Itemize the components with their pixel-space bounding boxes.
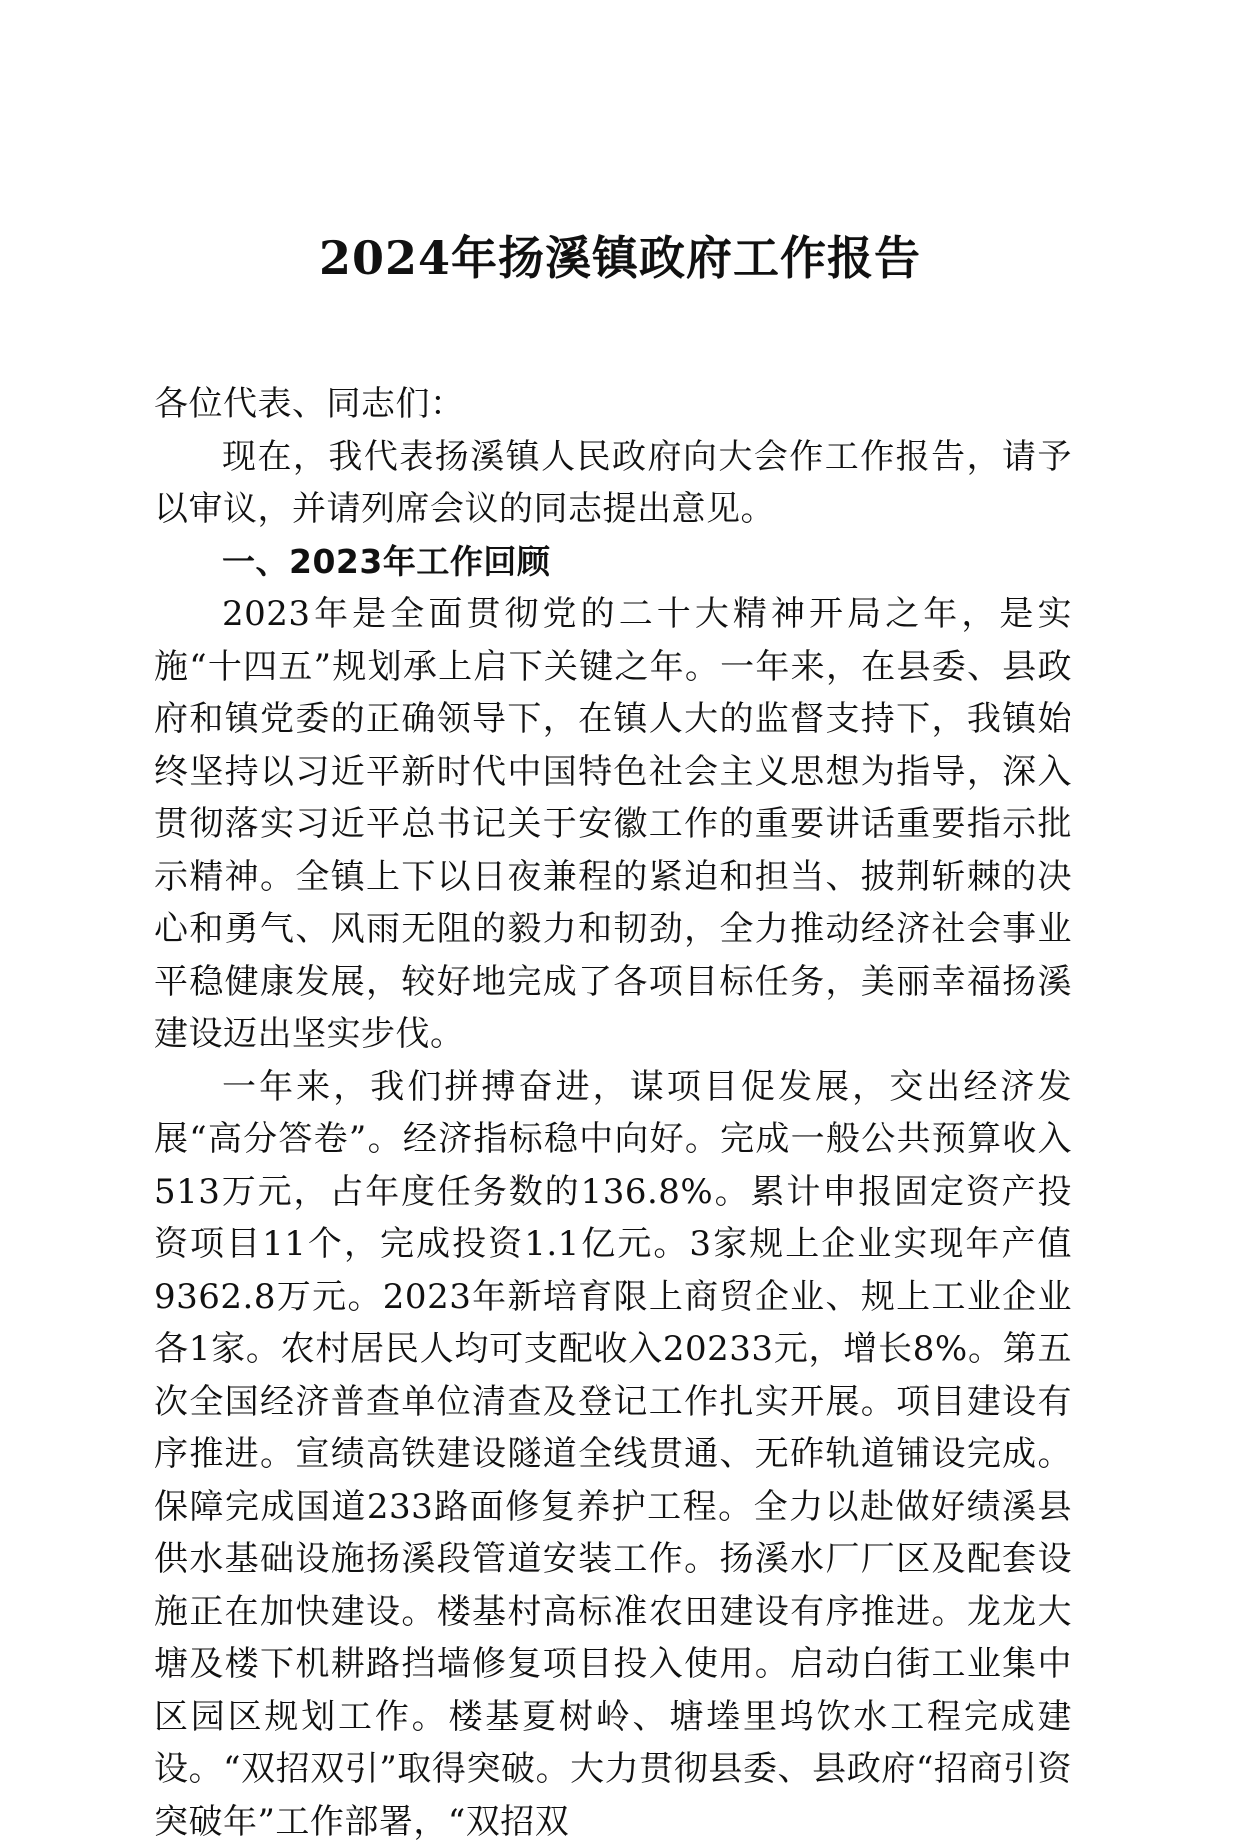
section-heading: 一、2023年工作回顾 xyxy=(154,536,1072,589)
review-paragraph-1: 2023年是全面贯彻党的二十大精神开局之年，是实施“十四五”规划承上启下关键之年。一年来，在县委、县政府和镇党委的正确领导下，在镇人大的监督支持下，我镇始终坚持以习近平新时代中国特色社会主义思想为指导，深入贯彻落实习近平总书记关于安徽工作的重要讲话重要指示批示精神。全镇上下以日夜兼程的紧迫和担当、披荆斩棘的决心和勇气、风雨无阻的毅力和韧劲，全力推动经济社会事业平稳健康发展，较好地完成了各项目标任务，美丽幸福扬溪建设迈出坚实步伐。 xyxy=(154,588,1072,1061)
opening-paragraph: 现在，我代表扬溪镇人民政府向大会作工作报告，请予以审议，并请列席会议的同志提出意见。 xyxy=(154,431,1072,536)
document-title: 2024年扬溪镇政府工作报告 xyxy=(0,226,1240,290)
document-body xyxy=(154,378,1072,1848)
salutation: 各位代表、同志们： xyxy=(154,378,1072,431)
review-paragraph-2: 一年来，我们拼搏奋进，谋项目促发展，交出经济发展“高分答卷”。经济指标稳中向好。完成一般公共预算收入513万元，占年度任务数的136.8%。累计申报固定资产投资项目11个，完成投资1.1亿元。3家规上企业实现年产值9362.8万元。2023年新培育限上商贸企业、规上工业企业各1家。农村居民人均可支配收入20233元，增长8%。第五次全国经济普查单位清查及登记工作扎实开展。项目建设有序推进。宣绩高铁建设隧道全线贯通、无砟轨道铺设完成。保障完成国道233路面修复养护工程。全力以赴做好绩溪县供水基础设施扬溪段管道安装工作。扬溪水厂厂区及配套设施正在加快建设。楼基村高标准农田建设有序推进。龙龙大塘及楼下机耕路挡墙修复项目投入使用。启动白街工业集中区园区规划工作。楼基夏树岭、塘堘里坞饮水工程完成建设。“双招双引”取得突破。大力贯彻县委、县政府“招商引资突破年”工作部署，“双招双 xyxy=(154,1061,1072,1848)
